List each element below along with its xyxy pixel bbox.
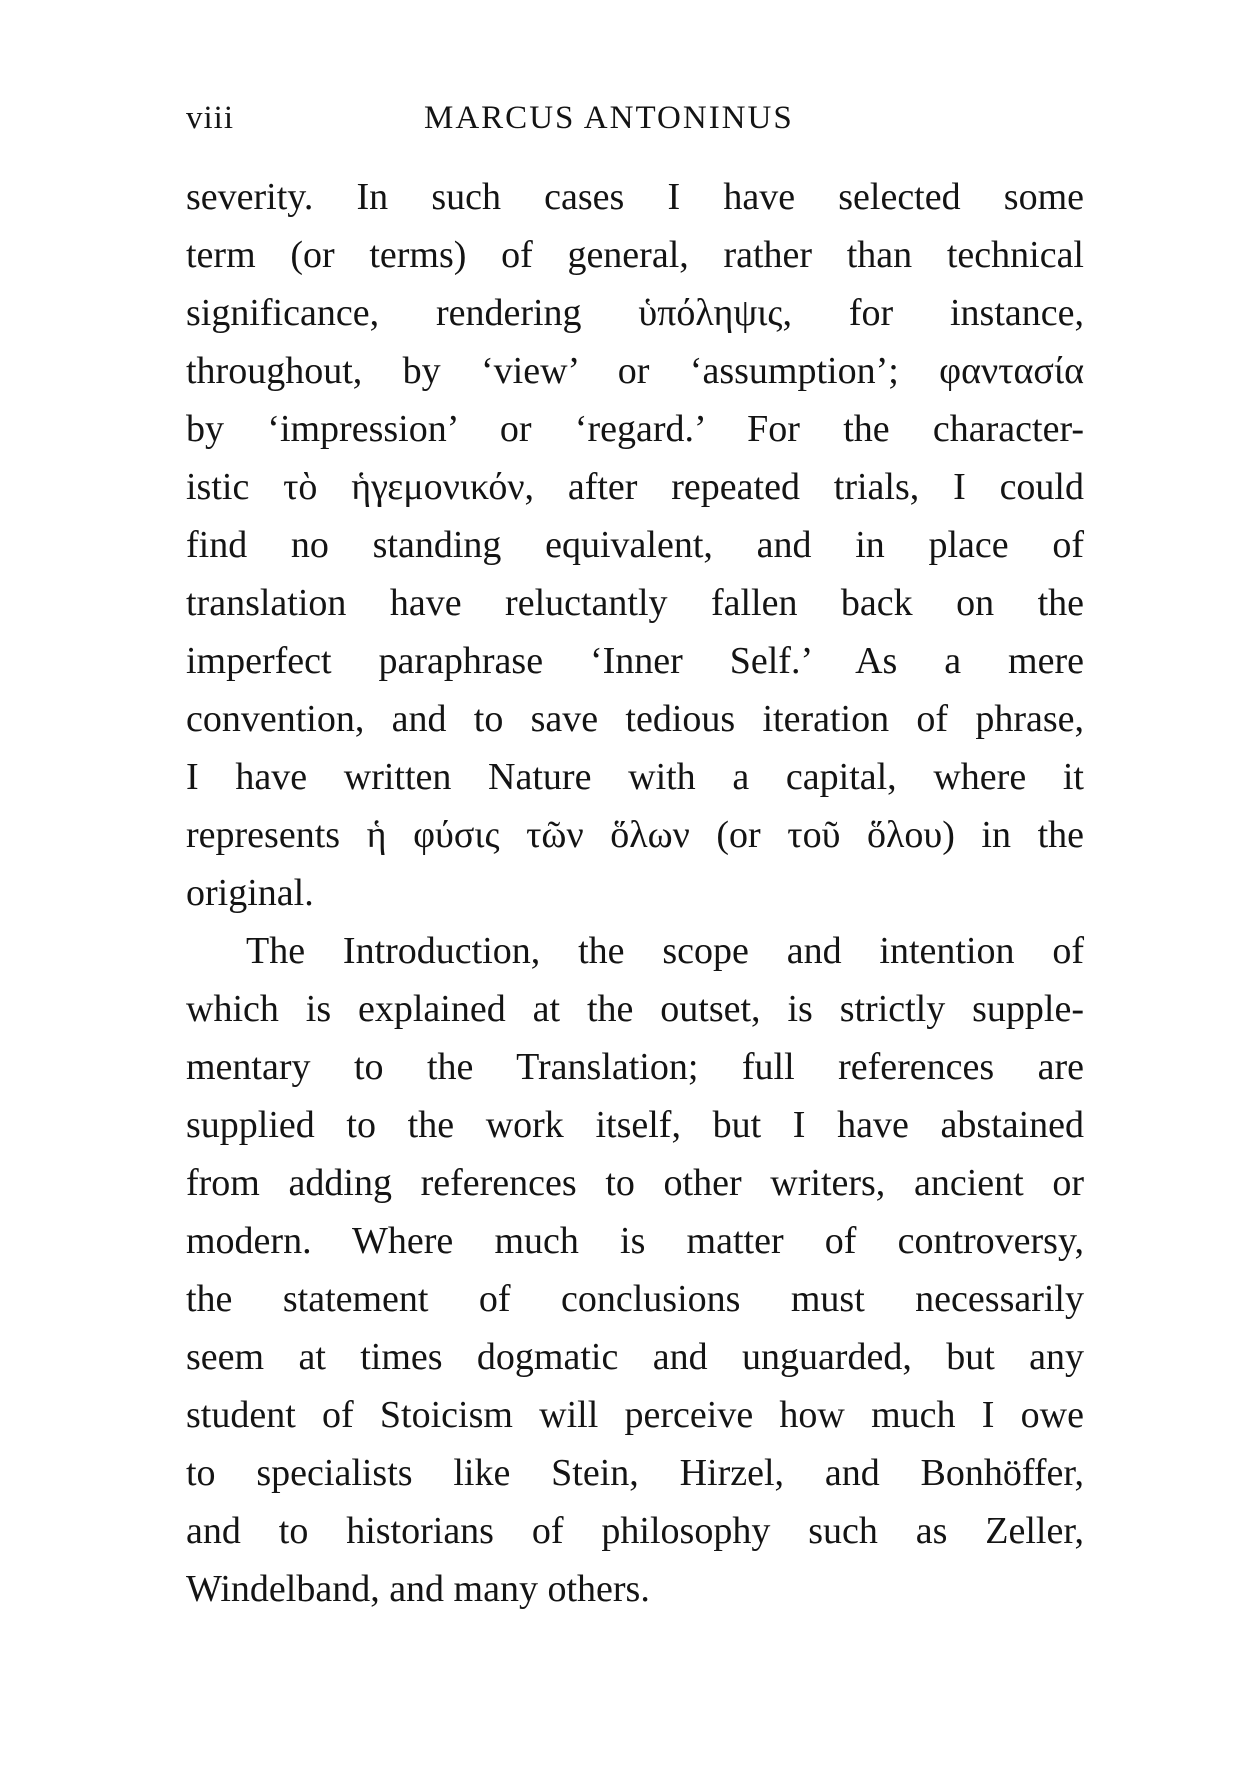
paragraph-first-line: The Introduction, the scope and intention of (246, 930, 1084, 972)
text-line: find no standing equivalent, and in place of (186, 524, 1084, 566)
text-line: the statement of conclusions must necessarily (186, 1278, 1084, 1320)
text-line: Windelband, and many others. (186, 1568, 650, 1610)
text-line: and to historians of philosophy such as Zeller, (186, 1510, 1084, 1552)
text-line: seem at times dogmatic and unguarded, but any (186, 1336, 1084, 1378)
text-line: term (or terms) of general, rather than technical (186, 234, 1084, 276)
body-text (186, 168, 1084, 1618)
text-line: student of Stoicism will perceive how much I owe (186, 1394, 1084, 1436)
text-line: to specialists like Stein, Hirzel, and Bonhöffer, (186, 1452, 1084, 1494)
text-line: I have written Nature with a capital, where it (186, 756, 1084, 798)
text-line: convention, and to save tedious iteration of phrase, (186, 698, 1084, 740)
text-line: modern. Where much is matter of controversy, (186, 1220, 1084, 1262)
text-line: severity. In such cases I have selected some (186, 176, 1084, 218)
text-line: throughout, by ‘view’ or ‘assumption’; φαντασία (186, 350, 1084, 392)
text-line: istic τὸ ἡγεμονικόν, after repeated trials, I could (186, 466, 1084, 508)
text-line: mentary to the Translation; full references are (186, 1046, 1084, 1088)
text-line: original. (186, 872, 314, 914)
page-number: viii (186, 100, 235, 136)
text-line: which is explained at the outset, is strictly supple- (186, 988, 1084, 1030)
text-line: represents ἡ φύσις τῶν ὅλων (or τοῦ ὅλου) in the (186, 814, 1084, 856)
text-line: supplied to the work itself, but I have abstained (186, 1104, 1084, 1146)
page-header (186, 100, 1084, 148)
text-line: from adding references to other writers, ancient or (186, 1162, 1084, 1204)
running-title: MARCUS ANTONINUS (424, 100, 794, 136)
text-line: significance, rendering ὑπόληψις, for instance, (186, 292, 1084, 334)
text-line: translation have reluctantly fallen back on the (186, 582, 1084, 624)
text-line: imperfect paraphrase ‘Inner Self.’ As a mere (186, 640, 1084, 682)
text-line: by ‘impression’ or ‘regard.’ For the character- (186, 408, 1084, 450)
